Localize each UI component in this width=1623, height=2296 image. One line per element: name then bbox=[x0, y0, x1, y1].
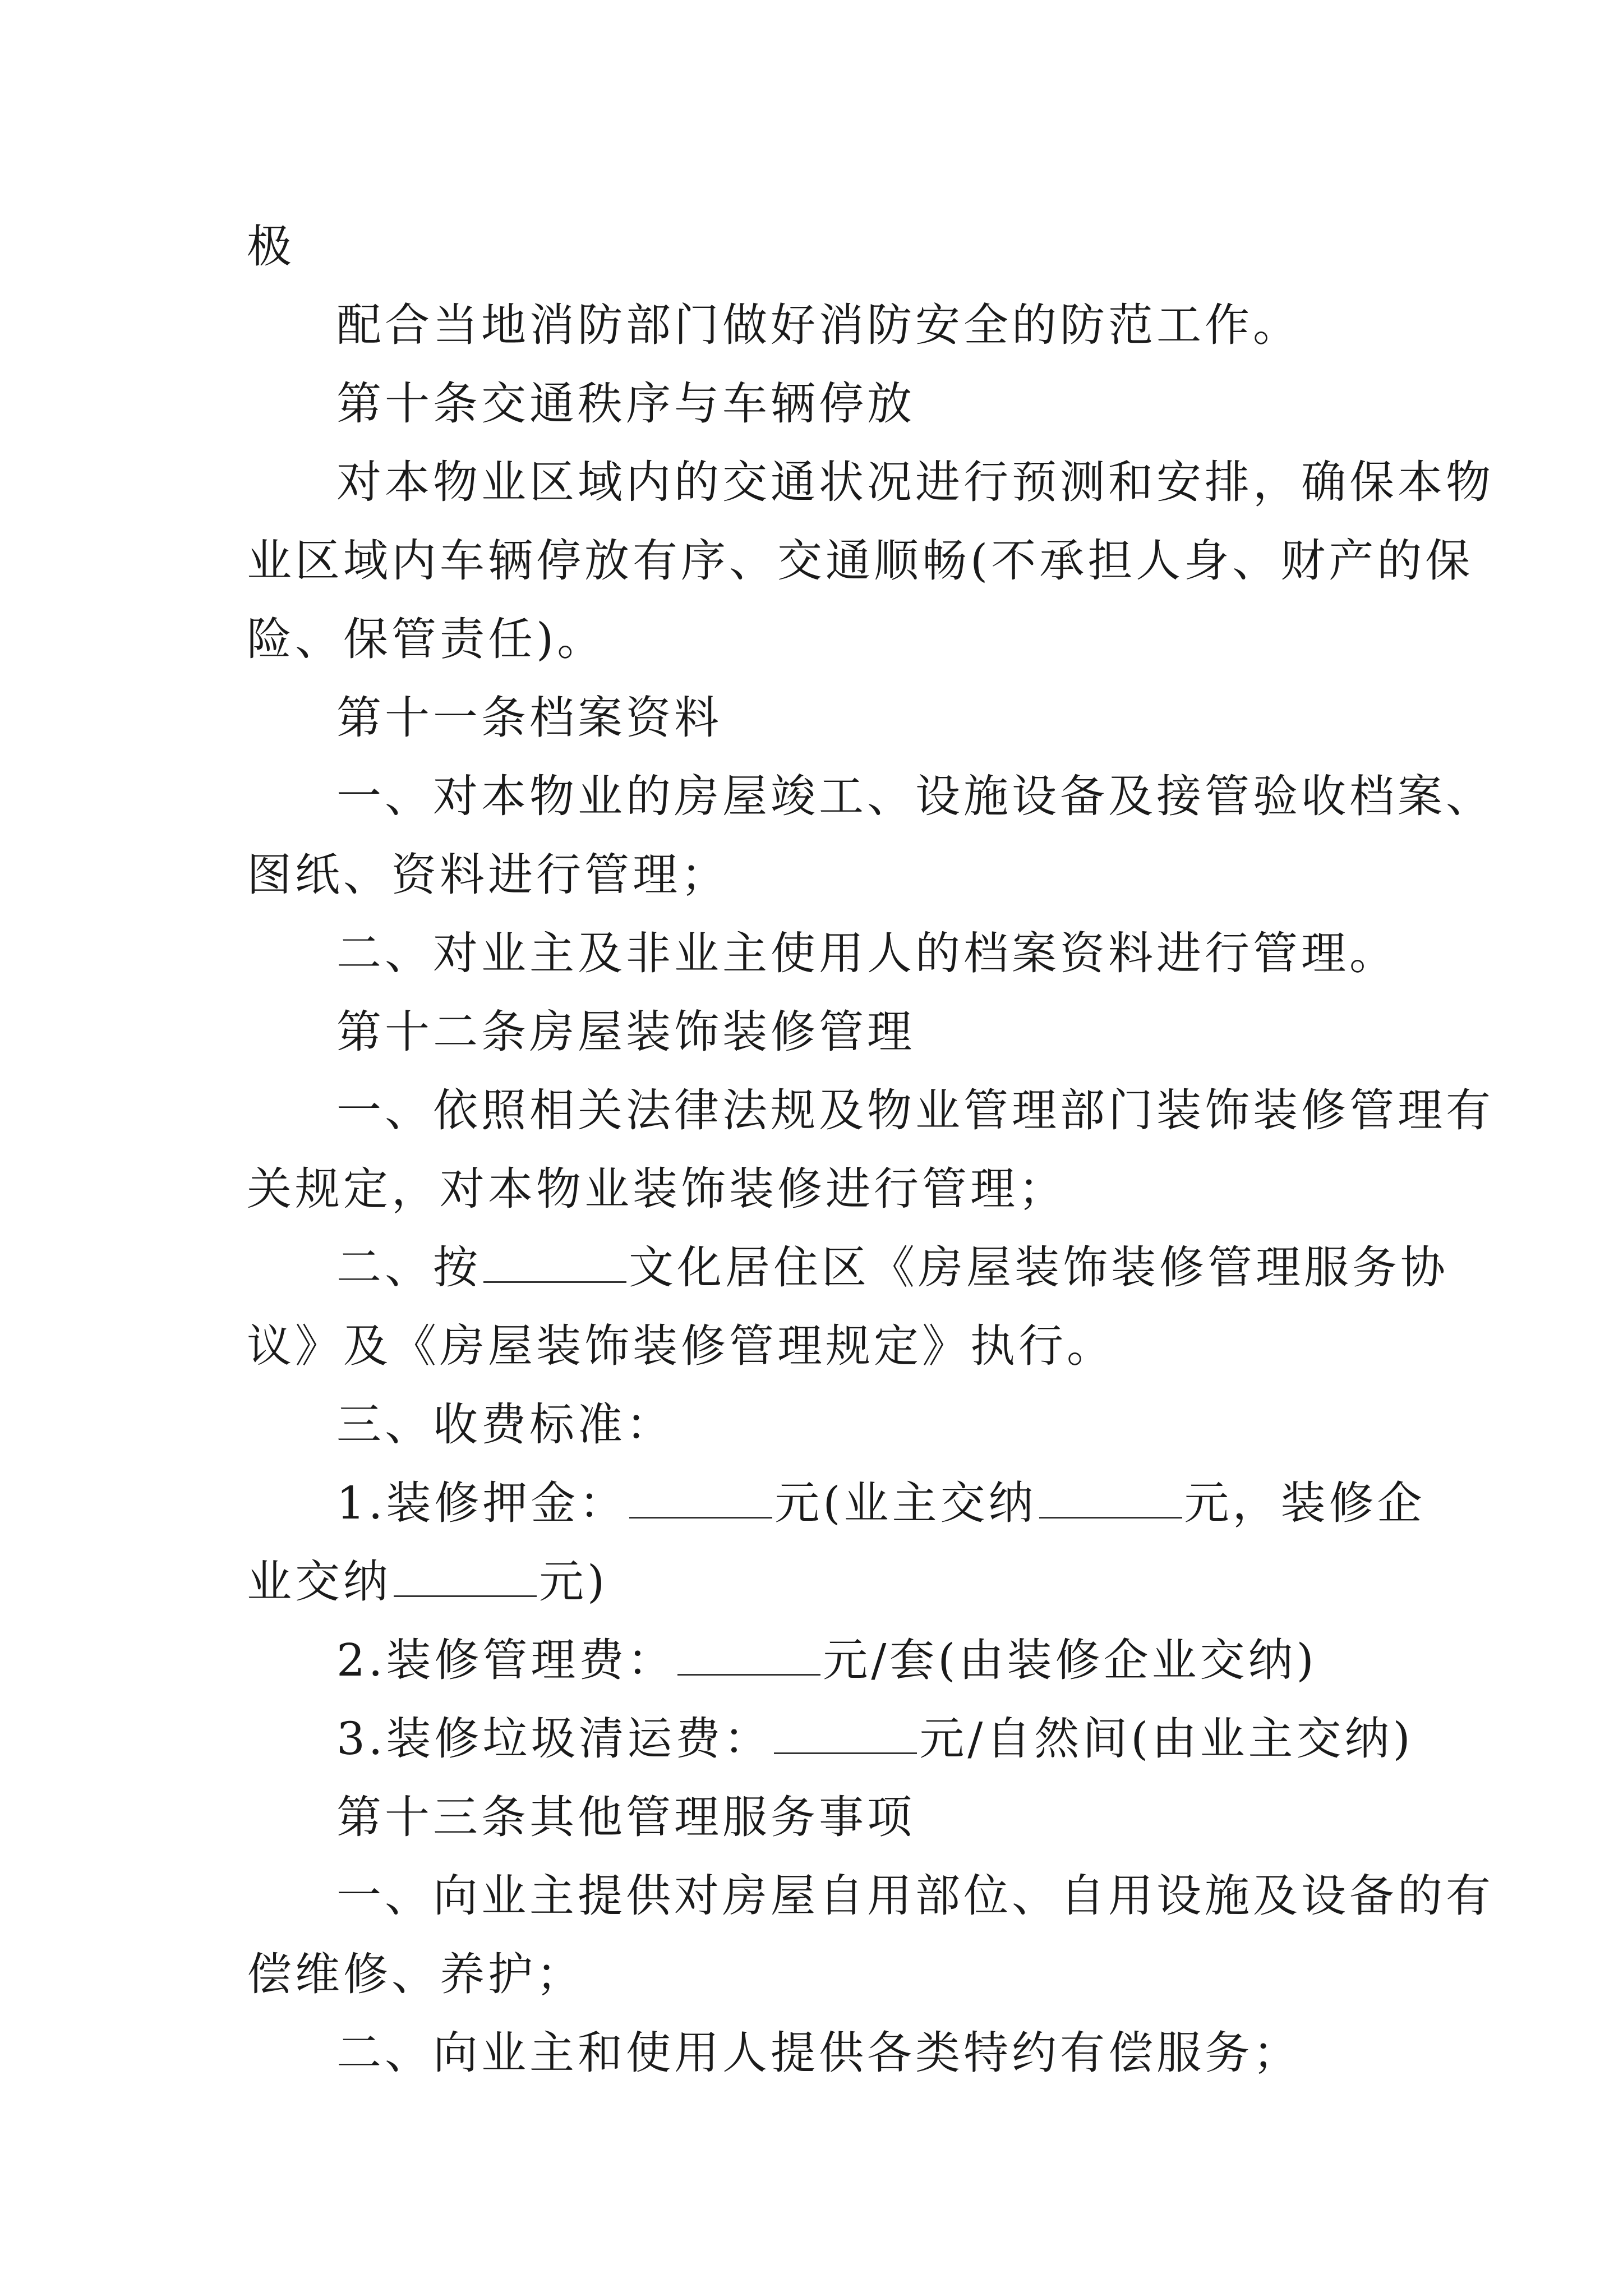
fill-in-blank bbox=[677, 1635, 820, 1676]
section-heading: 第十三条其他管理服务事项 bbox=[336, 1791, 915, 1843]
text-line: 一、向业主提供对房屋自用部位、自用设施及设备的有 bbox=[336, 1870, 1494, 1922]
text-line: 偿维修、养护； bbox=[247, 1948, 584, 2000]
text-fragment: 元(业主交纳 bbox=[774, 1477, 1037, 1529]
text-fragment: 3.装修垃圾清运费： bbox=[336, 1713, 772, 1765]
text-fragment: 元/自然间(由业主交纳) bbox=[919, 1713, 1414, 1765]
fill-in-blank bbox=[629, 1478, 772, 1519]
text-fragment: 元/套(由装修企业交纳) bbox=[823, 1634, 1317, 1686]
text-line bbox=[247, 1621, 1413, 1700]
text-line: 一、对本物业的房屋竣工、设施设备及接管验收档案、 bbox=[336, 770, 1494, 822]
fill-in-blank bbox=[774, 1713, 917, 1754]
text-fragment: 元，装修企 bbox=[1184, 1477, 1426, 1529]
text-fragment: 1.装修押金： bbox=[336, 1477, 628, 1529]
text-line: 业区域内车辆停放有序、交通顺畅(不承担人身、财产的保 bbox=[247, 535, 1474, 587]
section-heading: 第十条交通秩序与车辆停放 bbox=[336, 378, 915, 430]
text-fragment: 2.装修管理费： bbox=[336, 1634, 676, 1686]
text-line: 一、依照相关法律法规及物业管理部门装饰装修管理有 bbox=[336, 1084, 1494, 1137]
text-line: 二、对业主及非业主使用人的档案资料进行管理。 bbox=[336, 927, 1398, 979]
text-line: 二、向业主和使用人提供各类特约有偿服务； bbox=[336, 2027, 1301, 2079]
fill-in-blank bbox=[1039, 1478, 1182, 1519]
section-heading: 第十二条房屋装饰装修管理 bbox=[336, 1006, 915, 1058]
text-line bbox=[247, 1543, 1413, 1621]
text-line: 配合当地消防部门做好消防安全的防范工作。 bbox=[336, 299, 1301, 351]
text-line bbox=[247, 1700, 1413, 1778]
fill-in-blank bbox=[394, 1556, 537, 1597]
text-line: 三、收费标准： bbox=[336, 1398, 674, 1451]
text-fragment: 二、按 bbox=[336, 1241, 481, 1294]
text-fragment: 业交纳 bbox=[247, 1556, 391, 1608]
text-fragment: 文化居住区《房屋装饰装修管理服务协 bbox=[629, 1241, 1449, 1294]
text-line: 图纸、资料进行管理； bbox=[247, 849, 729, 901]
text-line: 议》及《房屋装饰装修管理规定》执行。 bbox=[247, 1320, 1115, 1372]
text-line: 对本物业区域内的交通状况进行预测和安排，确保本物 bbox=[336, 456, 1494, 508]
text-line: 关规定，对本物业装饰装修进行管理； bbox=[247, 1163, 1067, 1215]
text-line bbox=[247, 1228, 1449, 1307]
text-fragment: 元) bbox=[539, 1556, 608, 1608]
section-heading: 第十一条档案资料 bbox=[336, 692, 722, 744]
text-line: 险、保管责任)。 bbox=[247, 613, 606, 665]
text-line: 极 bbox=[247, 220, 295, 273]
document-body bbox=[247, 208, 1494, 2092]
text-line bbox=[247, 1464, 1426, 1543]
fill-in-blank bbox=[483, 1242, 626, 1283]
